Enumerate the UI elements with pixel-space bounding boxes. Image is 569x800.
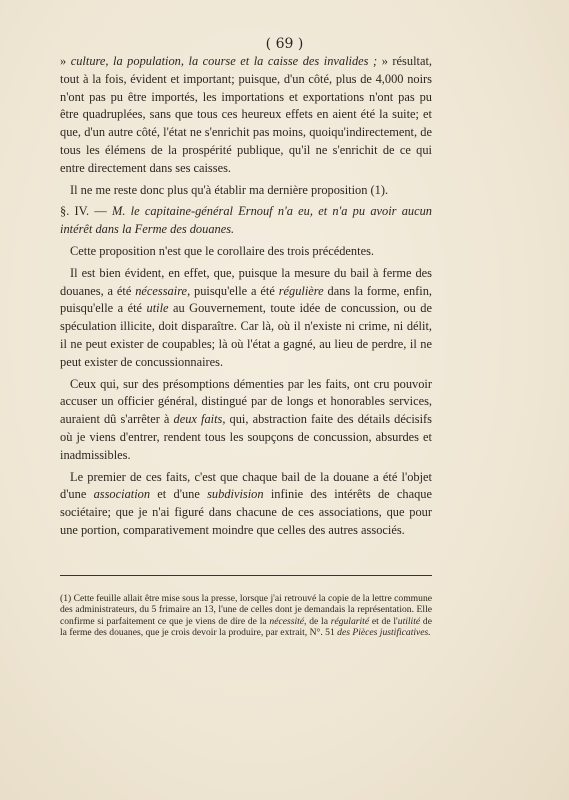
text-run: Cette proposition n'est que le corollaire des trois précédentes.	[70, 243, 374, 258]
text-run: infinie des intérêts de chaque sociétaire; que je n'ai figuré dans chacune de ces associations, que pour une portion, comparativement moindre que celles des autres associés.	[60, 487, 432, 537]
text-run: de la ferme des douanes, que je crois devoir la produire, par extrait, N°. 51	[60, 615, 432, 639]
italic-text: M. le capitaine-général Ernouf n'a eu, et n'a pu avoir aucun intérêt dans la Ferme des douanes.	[60, 204, 433, 237]
text-run: et de l'	[369, 615, 398, 627]
footnote-divider	[60, 575, 432, 576]
text-run: au Gouvernement, toute idée de concussion, ou de spéculation illicite, doit disparaître. Car là, où il n'existe ni crime, ni délit, il ne peut exister de coupables; là où l'état a gagné, au lieu de perdre, il ne peut exister de concussionnaires.	[60, 301, 432, 369]
text-run: dans la forme, enfin, puisqu'elle a été	[60, 283, 432, 316]
italic-text: association	[93, 487, 151, 502]
text-run: §. IV. —	[60, 204, 113, 219]
text-run: , de la	[304, 615, 331, 627]
italic-text: nécessité	[269, 615, 305, 627]
paragraph-6	[60, 469, 432, 540]
italic-text: utile	[146, 301, 169, 316]
text-run: , qui, abstraction faite des détails décisifs où je viens d'entrer, rendent tous les soupçons de concussion, absurdes et inadmissibles.	[60, 412, 432, 462]
text-run: Le premier de ces faits, c'est que chaque bail de la douane a été l'objet d'une	[60, 469, 432, 502]
page-number: ( 69 )	[265, 36, 304, 52]
italic-text: subdivision	[207, 487, 264, 502]
italic-text: des Pièces justificatives.	[337, 627, 431, 639]
section-heading	[60, 203, 432, 239]
text-run: Il ne me reste donc plus qu'à établir ma dernière proposition (1).	[70, 182, 389, 197]
text-run: et d'une	[150, 487, 208, 502]
paragraph-2	[60, 182, 432, 200]
italic-text: régularité	[330, 615, 370, 627]
text-run: » résultat, tout à la fois, évident et important; puisque, d'un côté, plus de 4,000 noirs n'ont pas pu être importés, les importations et exportations n'ont pas pu être quadruplées, sans que tous ces heureux effets en aient été la suite; et que, d'un autre côté, l'état ne s'enrichit pas moins, quoiqu'indirectement, de tous les élémens de la prospérité publique, qu'il ne s'enrichit de ce qui entre directement dans ses caisses.	[60, 54, 432, 175]
italic-text: culture, la population, la course et la caisse des invalides ;	[70, 54, 378, 68]
paragraph-5	[60, 376, 432, 465]
text-run: »	[60, 54, 71, 68]
italic-text: deux faits	[173, 412, 223, 427]
text-run: Il est bien évident, en effet, que, puisque la mesure du bail à ferme des douanes, a été	[60, 265, 432, 298]
text-run: , puisqu'elle a été	[187, 283, 279, 298]
footnote	[60, 593, 432, 639]
italic-text: régulière	[278, 283, 324, 298]
body-text	[60, 53, 432, 544]
text-run: Ceux qui, sur des présomptions démenties par les faits, ont cru pouvoir accuser un officier général, distingué par de longs et honorables services, auraient dû s'arrêter à	[60, 376, 432, 427]
italic-text: utilité	[397, 615, 421, 627]
text-run: (1) Cette feuille allait être mise sous la presse, lorsque j'ai retrouvé la copie de la lettre commune des administrateurs, du 5 frimaire an 13, l'une de celles dont je demandais la représentation. Elle confirme si parfaitement ce que je viens de dire de la	[60, 592, 432, 627]
paragraph-4	[60, 265, 432, 372]
paragraph-1	[60, 53, 432, 178]
paragraph-3	[60, 243, 432, 261]
italic-text: nécessaire	[135, 283, 188, 298]
